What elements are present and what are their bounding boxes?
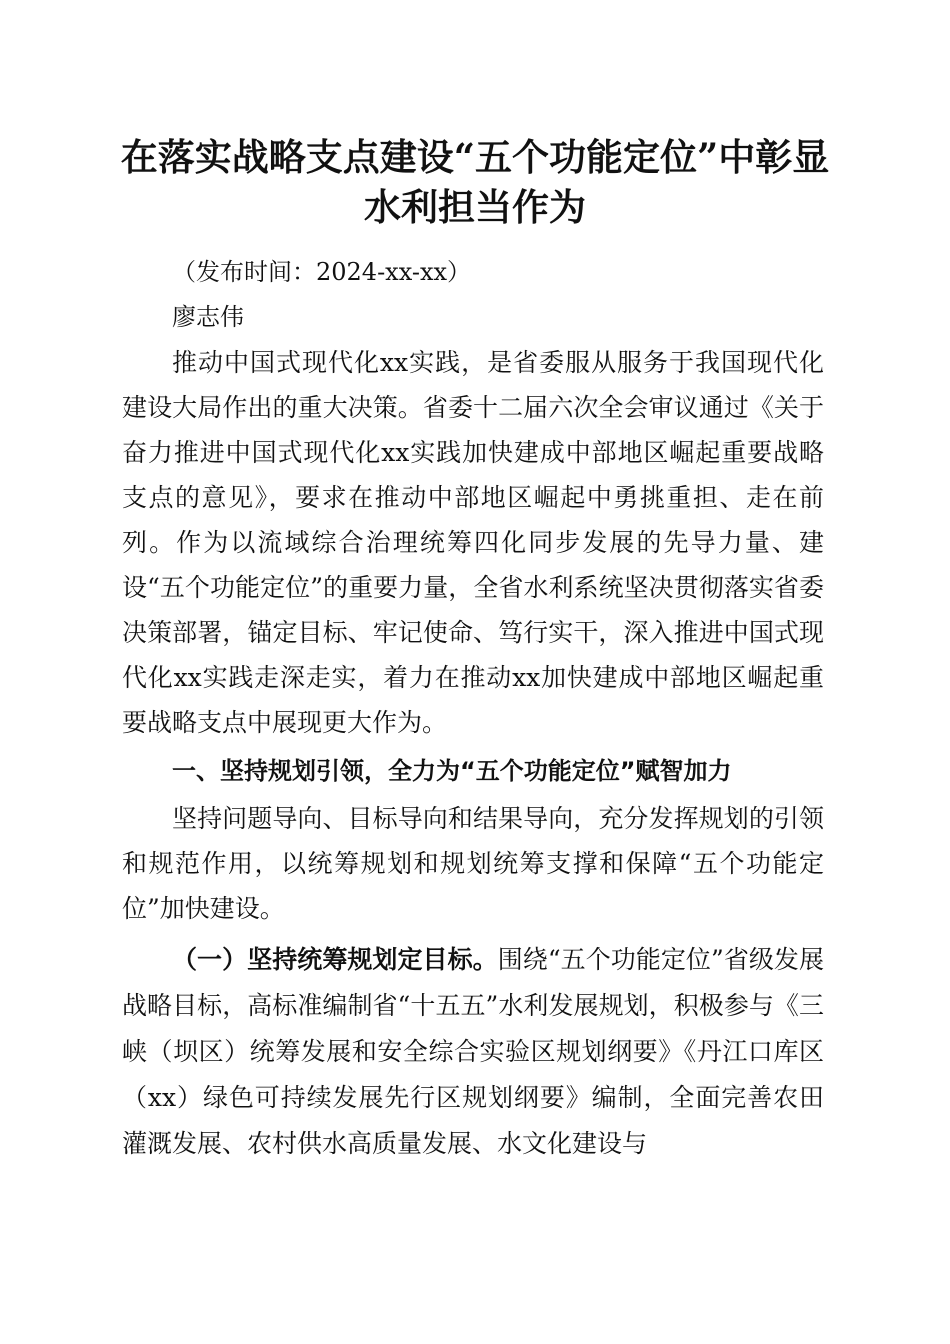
intro-paragraph: 推动中国式现代化xx实践，是省委服从服务于我国现代化建设大局作出的重大决策。省委十二届六次全会审议通过《关于奋力推进中国式现代化xx实践加快建成中部地区崛起重要战略支点的意见》，要求在推动中部地区崛起中勇挑重担、走在前列。作为以流域综合治理统筹四化同步发展的先导力量、建设“五个功能定位”的重要力量，全省水利系统坚决贯彻落实省委决策部署，锚定目标、牢记使命、笃行实干，深入推进中国式现代化xx实践走深走实，着力在推动xx加快建成中部地区崛起重要战略支点中展现更大作为。 xyxy=(122,348,824,737)
section-heading: 一、坚持规划引领，全力为“五个功能定位”赋智加力 xyxy=(172,757,732,785)
title-line-2: 水利担当作为 xyxy=(364,185,586,229)
subsection-paragraph xyxy=(122,937,824,1167)
title-line-1: 在落实战略支点建设“五个功能定位”中彰显 xyxy=(120,135,830,179)
subsection-lead: （一）坚持统筹规划定目标。 xyxy=(172,945,498,974)
document-body xyxy=(122,250,824,1167)
author: 廖志伟 xyxy=(172,303,244,331)
document-title xyxy=(110,132,840,232)
subsection-body: 围绕“五个功能定位”省级发展战略目标，高标准编制省“十五五”水利发展规划，积极参与《三峡（坝区）统筹发展和安全综合实验区规划纲要》《丹江口库区（xx）绿色可持续发展先行区规划纲要》编制，全面完善农田灌溉发展、农村供水高质量发展、水文化建设与 xyxy=(122,945,824,1158)
publish-time: （发布时间：2024-xx-xx） xyxy=(172,258,472,286)
section-paragraph: 坚持问题导向、目标导向和结果导向，充分发挥规划的引领和规范作用，以统筹规划和规划统筹支撑和保障“五个功能定位”加快建设。 xyxy=(122,804,824,923)
